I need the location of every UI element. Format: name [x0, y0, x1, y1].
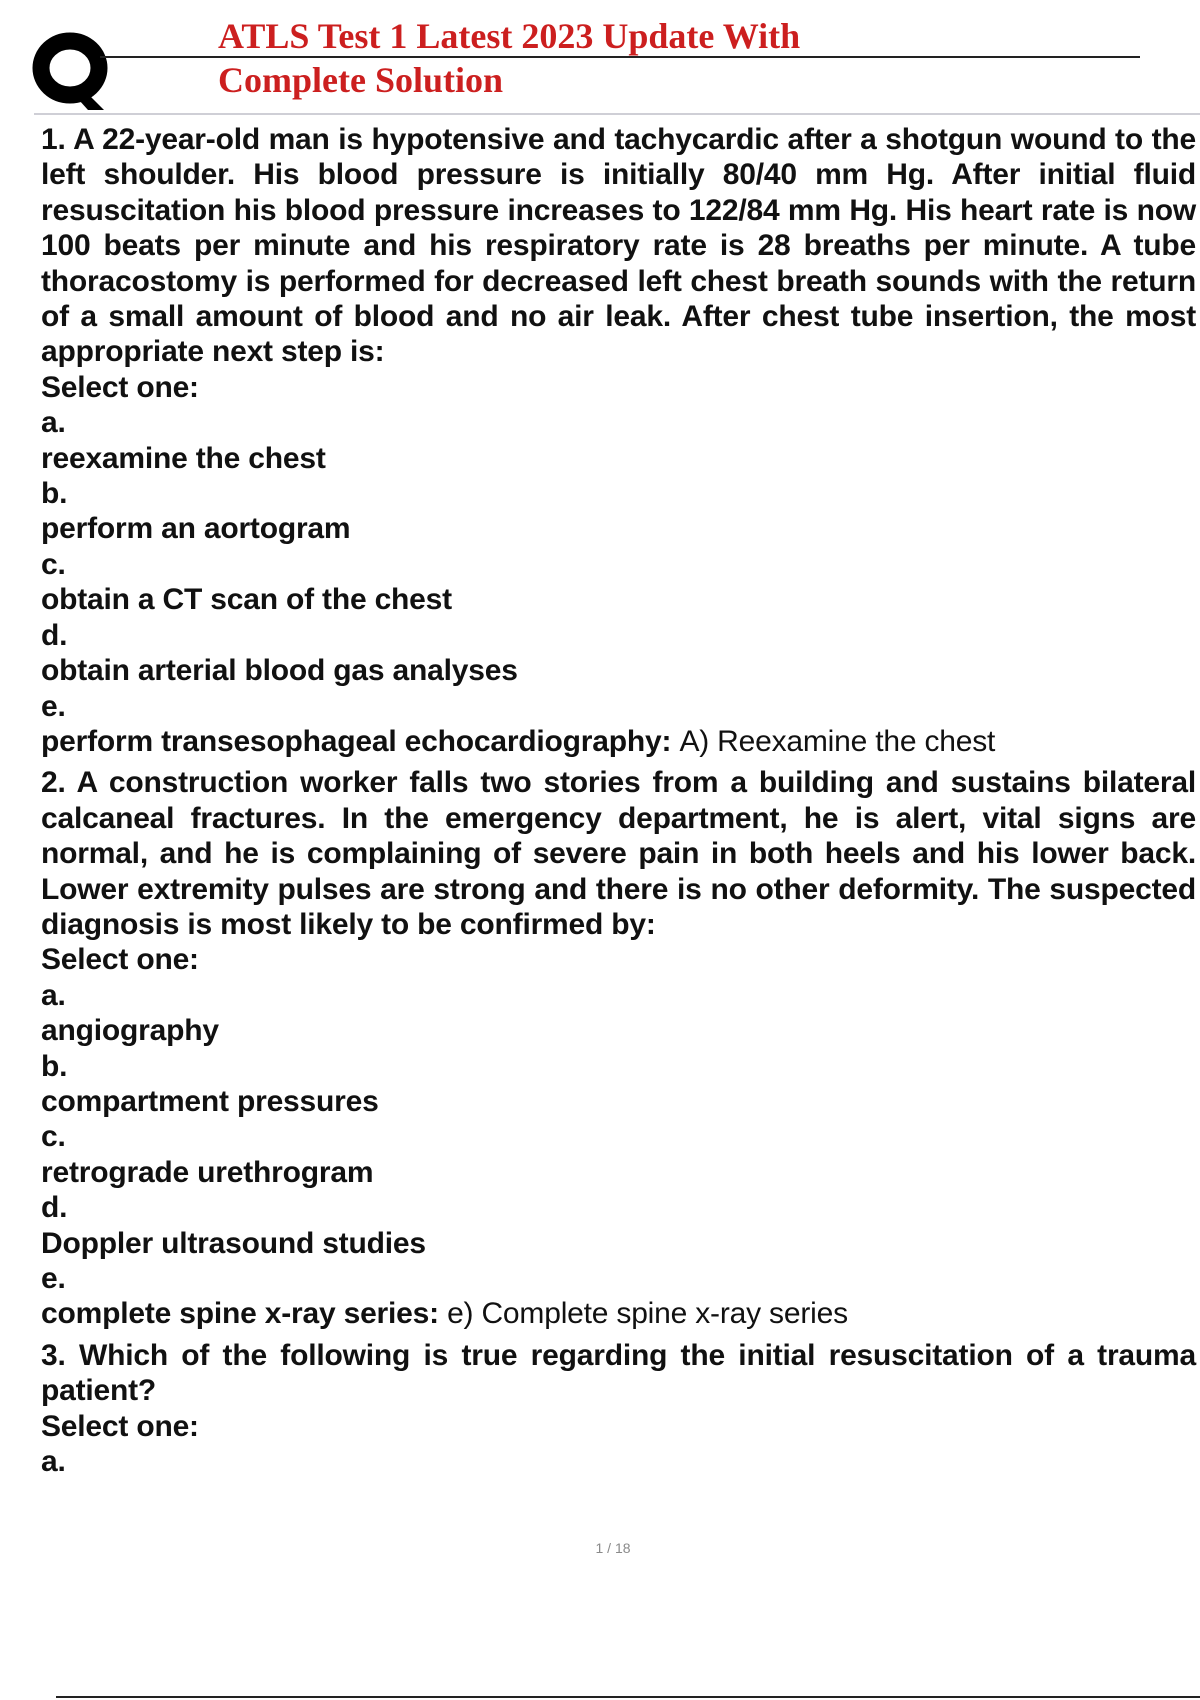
option-letter: d. — [41, 618, 68, 652]
option-with-answer — [41, 724, 1196, 759]
title-line-2: Complete Solution — [218, 60, 504, 100]
option-text: obtain arterial blood gas analyses — [41, 654, 518, 688]
option-letter: a. — [41, 1445, 66, 1479]
question-1 — [41, 122, 1196, 759]
option-letter: a. — [41, 406, 66, 440]
document-title — [218, 14, 800, 102]
option-letter: d. — [41, 1191, 68, 1225]
option-text: perform an aortogram — [41, 512, 351, 546]
select-prompt: Select one: — [41, 1409, 199, 1443]
footer-divider — [56, 1696, 1200, 1698]
option-text: perform transesophageal echocardiography: — [41, 724, 672, 758]
option-text: retrograde urethrogram — [41, 1155, 374, 1189]
question-2 — [41, 765, 1196, 1332]
option-letter: e. — [41, 689, 66, 723]
option-text: angiography — [41, 1014, 219, 1048]
question-stem: 2. A construction worker falls two stories from a building and sustains bilateral calcaneal fractures. In the emergency department, he is alert, vital signs are normal, and he is complaining of severe pain in both heels and his lower back. Lower extremity pulses are strong and there is no other deformity. The suspected diagnosis is most likely to be confirmed by: — [41, 766, 1196, 941]
option-letter: b. — [41, 1049, 68, 1083]
answer-text: e) Complete spine x-ray series — [447, 1297, 848, 1331]
option-text: obtain a CT scan of the chest — [41, 583, 452, 617]
option-text: Doppler ultrasound studies — [41, 1226, 426, 1260]
option-letter: c. — [41, 1120, 66, 1154]
question-stem: 1. A 22-year-old man is hypotensive and tachycardic after a shotgun wound to the left shoulder. His blood pressure is initially 80/40 mm Hg. After initial fluid resuscitation his blood pressure increases to 122/84 mm Hg. His heart rate is now 100 beats per minute and his respiratory rate is 28 breaths per minute. A tube thoracostomy is performed for decreased left chest breath sounds with the return of a small amount of blood and no air leak. After chest tube insertion, the most appropriate next step is: — [41, 123, 1196, 369]
document-header — [0, 0, 1200, 120]
select-prompt: Select one: — [41, 370, 199, 404]
option-letter: e. — [41, 1262, 66, 1295]
option-letter: a. — [41, 978, 66, 1012]
option-text: reexamine the chest — [41, 441, 326, 475]
question-list — [41, 122, 1196, 1485]
option-with-answer — [41, 1296, 1196, 1331]
question-3 — [41, 1338, 1196, 1480]
header-divider — [34, 113, 1200, 115]
page-number: 1 / 18 — [595, 1540, 631, 1556]
option-text: complete spine x-ray series: — [41, 1297, 439, 1331]
option-letter: b. — [41, 477, 68, 511]
title-line-1: ATLS Test 1 Latest 2023 Update With — [218, 16, 801, 56]
select-prompt: Select one: — [41, 943, 199, 977]
option-letter: c. — [41, 547, 66, 581]
answer-text: A) Reexamine the chest — [679, 724, 996, 758]
option-text: compartment pressures — [41, 1084, 379, 1118]
q-logo-icon — [30, 28, 112, 112]
question-stem: 3. Which of the following is true regarding the initial resuscitation of a trauma patient? — [41, 1338, 1196, 1408]
